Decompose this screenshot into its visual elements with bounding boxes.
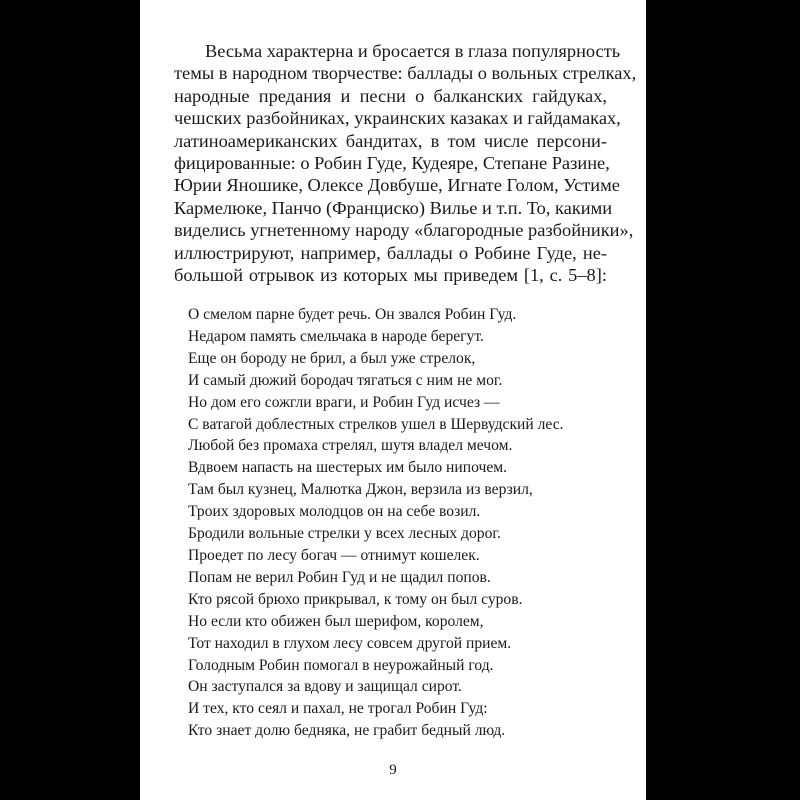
verse-line: Кто рясой брюхо прикрывал, к тому он был суров. xyxy=(188,590,523,608)
paragraph-line: виделись угнетенному народу «благородные разбойники», xyxy=(174,220,634,241)
paragraph-line: Весьма характерна и бросается в глаза популярность xyxy=(205,41,621,61)
verse-line: Но дом его сожгли враги, и Робин Гуд исчез — xyxy=(188,393,500,411)
paragraph-line: латиноамериканских бандитах, в том числе персони- xyxy=(174,130,607,151)
paragraph-line: фицированные: о Робин Гуде, Кудеяре, Степане Разине, xyxy=(174,153,610,174)
verse-line: Он заступался за вдову и защищал сирот. xyxy=(188,678,462,696)
verse-line: Там был кузнец, Малютка Джон, верзила из верзил, xyxy=(188,481,533,499)
verse-line: Вдвоем напасть на шестерых им было нипочем. xyxy=(188,459,508,477)
verse-line: О смелом парне будет речь. Он звался Робин Гуд. xyxy=(188,306,517,323)
paragraph-line: Кармелюке, Панчо (Франциско) Вилье и т.п. То, какими xyxy=(174,197,613,218)
verse-line: Троих здоровых молодцов он на себе возил. xyxy=(188,503,481,521)
verse-line: Еще он бороду не брил, а был уже стрелок, xyxy=(188,349,476,367)
page-number: 9 xyxy=(389,762,397,778)
verse-line: И самый дюжий бородач тягаться с ним не мог. xyxy=(188,371,503,389)
paragraph-line: темы в народном творчестве: баллады о вольных стрелках, xyxy=(174,63,637,84)
verse-line: Кто знает долю бедняка, не грабит бедный люд. xyxy=(188,722,506,740)
verse-line: И тех, кто сеял и пахал, не трогал Робин Гуд: xyxy=(188,700,488,718)
verse-line: Тот находил в глухом лесу совсем другой прием. xyxy=(188,634,512,652)
verse-line: Бродили вольные стрелки у всех лесных дорог. xyxy=(188,525,501,543)
ballad-excerpt xyxy=(188,304,608,742)
paragraph-line: народные предания и песни о балканских гайдуках, xyxy=(174,85,607,106)
paragraph-line: чешских разбойниках, украинских казаках и гайдамаках, xyxy=(174,108,621,129)
verse-line: Голодным Робин помогал в неурожайный год. xyxy=(188,656,494,674)
verse-line: Но если кто обижен был шерифом, королем, xyxy=(188,612,484,630)
verse-line: Любой без промаха стрелял, шутя владел мечом. xyxy=(188,437,513,455)
verse-line: Попам не верил Робин Гуд и не щадил попов. xyxy=(188,568,491,586)
verse-line: Недаром память смельчака в народе берегут. xyxy=(188,327,484,345)
verse-line: Проедет по лесу богач — отнимут кошелек. xyxy=(188,546,480,564)
paragraph-line: иллюстрируют, например, баллады о Робине Гуде, не- xyxy=(174,242,607,263)
book-page xyxy=(140,0,646,800)
verse-line: С ватагой доблестных стрелков ушел в Шервудский лес. xyxy=(188,415,564,433)
paragraph-line: Юрии Яношике, Олексе Довбуше, Игнате Голом, Устиме xyxy=(174,175,620,196)
paragraph-line: большой отрывок из которых мы приведем [1, с. 5–8]: xyxy=(174,265,607,286)
intro-paragraph xyxy=(174,40,637,286)
